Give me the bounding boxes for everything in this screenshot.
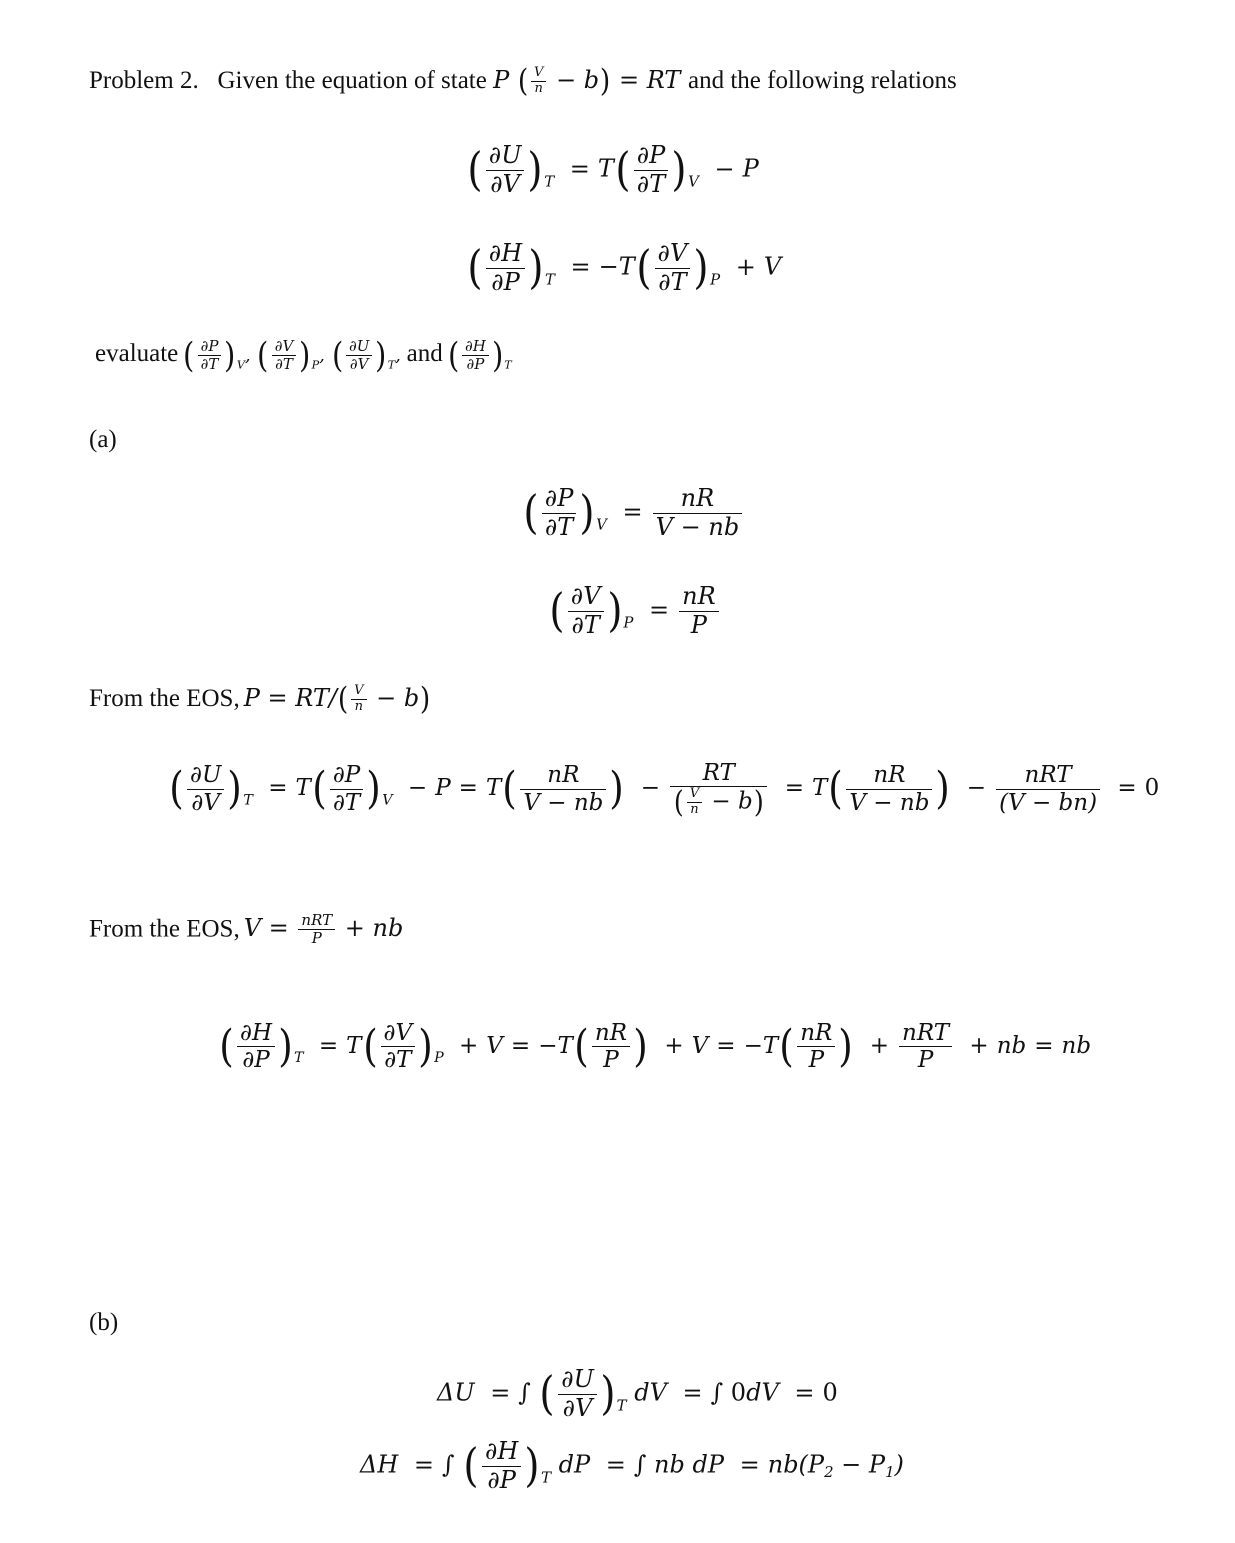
eq-deltaH: ΔH = ∫ ( $\frac{\partial H}{\partial P}$ )$_T$ dP = ∫ nb dP = $nb(P_2 - P_1)$ — [360, 1437, 904, 1494]
from-eos-2-text: From the EOS, — [89, 915, 240, 943]
problem-after: and the following relations — [688, 67, 957, 95]
from-eos-2 — [89, 912, 403, 948]
relation-2: ( $\frac{\partial H}{\partial P}$ )$_T = -T$( $\frac{\partial V}{\partial T}$ )$_P + V$ — [467, 239, 782, 296]
and-word: and — [406, 339, 443, 367]
from-eos-1-text: From the EOS, — [89, 685, 240, 713]
problem-intro: Given the equation of state — [217, 67, 487, 95]
problem-statement — [89, 63, 957, 99]
problem-label: Problem 2. — [89, 67, 199, 95]
from-eos-2-math: V = $\frac{\text{nRT}}{P}$ + nb — [243, 911, 404, 948]
eq-dVdT: ( $\frac{\partial V}{\partial T}$ )$_P$ = $\frac{nR}{P}$ — [548, 583, 721, 639]
relation-1: ( $\frac{\partial U}{\partial V}$ )$_T = T$( $\frac{\partial P}{\partial T}$ )$_V - P$ — [467, 141, 759, 198]
eq-deltaU: ΔU = ∫ ( $\frac{\partial U}{\partial V}$ )$_T$ dV = ∫ 0dV = 0 — [437, 1365, 838, 1422]
eq-dPdT: ( $\frac{\partial P}{\partial T}$ )$_V$ = $\frac{nR}{V - nb}$ — [522, 485, 744, 541]
from-eos-1 — [89, 681, 431, 717]
eq-dUdV: ( $\frac{\partial U}{\partial V}$ )$_T = T$( $\frac{\partial P}{\partial T}$ )$_V - P = T$( $\frac{nR}{V - nb}$ ) − RT ( $\frac{V}{n}$ − b) = T( $\frac{nR}{V - nb}$ ) − $\frac{\text{nRT}}{(V - bn)}$ = 0 — [169, 760, 1160, 820]
evaluate-word: evaluate — [95, 339, 179, 367]
from-eos-1-math: P = RT/( $\frac{V}{n}$ − b) — [243, 681, 431, 717]
evaluate-line: evaluate ( $\frac{\partial P}{\partial T}$ )$_V$, ( $\frac{\partial V}{\partial T}$ )$_P$, ( $\frac{\partial U}{\partial V}$ )$_T$, and ( $\frac{\partial H}{\partial P}$ )$_T$ — [95, 335, 512, 376]
eq-dHdP: ( $\frac{\partial H}{\partial P}$ )$_T = T$( $\frac{\partial V}{\partial T}$ )$_P + V = -T$( $\frac{nR}{P}$ ) + V = −T( $\frac{nR}{P}$ ) + $\frac{\text{nRT}}{P}$ + nb = nb — [219, 1020, 1092, 1074]
part-b-label: (b) — [89, 1309, 119, 1336]
eos-equation: P ( $\frac{V}{n}$ − b) = RT — [493, 63, 689, 99]
part-a-label: (a) — [89, 426, 117, 453]
